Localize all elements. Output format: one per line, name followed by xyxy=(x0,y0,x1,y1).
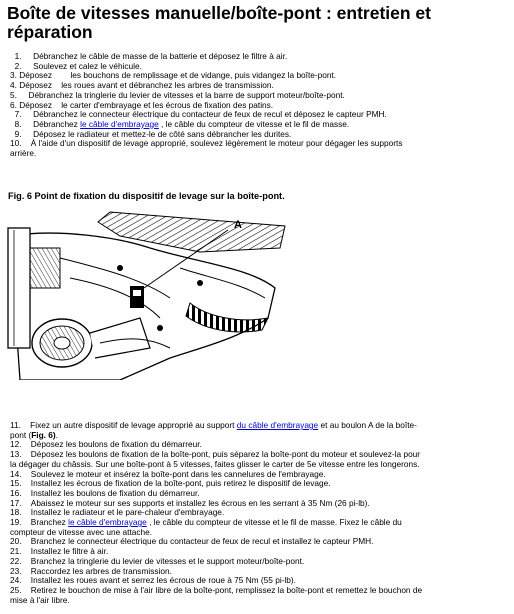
step-23: 23. Raccordez les arbres de transmission. xyxy=(10,565,172,576)
transaxle-lifting-point-figure xyxy=(0,208,300,380)
step-3: 3. Déposez les bouchons de remplissage et de vidange, puis vidangez la boîte-pont. xyxy=(10,70,337,81)
step-19: 19. Branchez le câble d'embrayage , le câble du compteur de vitesse et le fil de masse. Fixez le câble du xyxy=(10,517,402,528)
page-title-line-1: Boîte de vitesses manuelle/boîte-pont : entretien et xyxy=(7,3,431,23)
clutch-cable-link[interactable]: le câble d'embrayage xyxy=(80,118,159,129)
clutch-cable-link-2[interactable]: le câble d'embrayage xyxy=(68,517,147,528)
step-25: 25. Retirez le bouchon de mise à l'air libre de la boîte-pont, remplissez la boîte-pont et remettez le bouchon de xyxy=(10,584,423,595)
step-11-continued: pont (Fig. 6). xyxy=(10,429,58,440)
step-10-continued: arrière. xyxy=(10,148,37,159)
figure-caption: Fig. 6 Point de fixation du dispositif de levage sur la boîte-pont. xyxy=(8,191,285,201)
clutch-cable-support-link[interactable]: du câble d'embrayage xyxy=(236,420,319,430)
step-17: 17. Abaissez le moteur sur ses supports et installez les écrous en les serrant à 35 Nm (26 pi-lb). xyxy=(10,497,370,508)
step-5: 5. Débranchez la tringlerie du levier de vitesses et la barre de support moteur/boîte-pont. xyxy=(10,89,345,100)
step-4: 4. Déposez les roues avant et débranchez les arbres de transmission. xyxy=(10,80,274,91)
step-24: 24. Installez les roues avant et serrez les écrous de roue à 75 Nm (55 pi-lb). xyxy=(10,575,296,586)
step-12: 12. Déposez les boulons de fixation du démarreur. xyxy=(10,439,202,450)
page-title xyxy=(7,4,487,42)
step-8: 8. Débranchez le câble d'embrayage , le câble du compteur de vitesse et le fil de masse. xyxy=(14,118,350,129)
step-16: 16. Installez les boulons de fixation du démarreur. xyxy=(10,487,200,498)
step-22: 22. Branchez la tringlerie du levier de vitesses et le support moteur/boîte-pont. xyxy=(10,555,305,566)
steps-list-removal xyxy=(10,52,490,159)
step-15: 15. Installez les écrous de fixation de la boîte-pont, puis retirez le dispositif de levage. xyxy=(10,478,331,489)
step-25-continued: mise à l'air libre. xyxy=(10,594,70,605)
step-9: 9. Déposez le radiateur et mettez-le de côté sans débrancher les durites. xyxy=(14,128,292,139)
step-13: 13. Déposez les boulons de fixation de la boîte-pont, puis séparez la boîte-pont du moteur et soulevez-la pour xyxy=(10,449,421,460)
step-13-continued: la dégager du châssis. Sur une boîte-pont à 5 vitesses, faites glisser le carter de 5e vitesse entre les longerons. xyxy=(10,458,420,469)
step-6: 6. Déposez le carter d'embrayage et les écrous de fixation des patins. xyxy=(10,99,274,110)
page-title-line-2: réparation xyxy=(7,22,93,42)
step-19-continued: compteur de vitesse avec une attache. xyxy=(10,526,153,537)
step-7: 7. Débranchez le connecteur électrique du contacteur de feux de recul et déposez le capteur PMH. xyxy=(14,109,387,120)
transaxle-illustration xyxy=(0,208,300,380)
steps-list-installation xyxy=(10,421,490,605)
step-18: 18. Installez le radiateur et le pare-chaleur d'embrayage. xyxy=(10,507,225,518)
step-1: 1. Débranchez le câble de masse de la batterie et déposez le filtre à air. xyxy=(14,51,288,61)
step-10: 10. À l'aide d'un dispositif de levage approprié, soulevez légèrement le moteur pour dégager les supports xyxy=(10,138,403,149)
step-11: 11. Fixez un autre dispositif de levage approprié au support du câble d'embrayage et au boulon A de la boîte- xyxy=(10,420,417,430)
step-20: 20. Branchez le connecteur électrique du contacteur de feux de recul et installez le capteur PMH. xyxy=(10,536,374,547)
step-14: 14. Soulevez le moteur et insérez la boîte-pont dans les cannelures de l'embrayage. xyxy=(10,468,326,479)
figure-label-a: A xyxy=(234,219,242,231)
step-21: 21. Installez le filtre à air. xyxy=(10,546,109,557)
step-2: 2. Soulevez et calez le véhicule. xyxy=(14,60,142,71)
